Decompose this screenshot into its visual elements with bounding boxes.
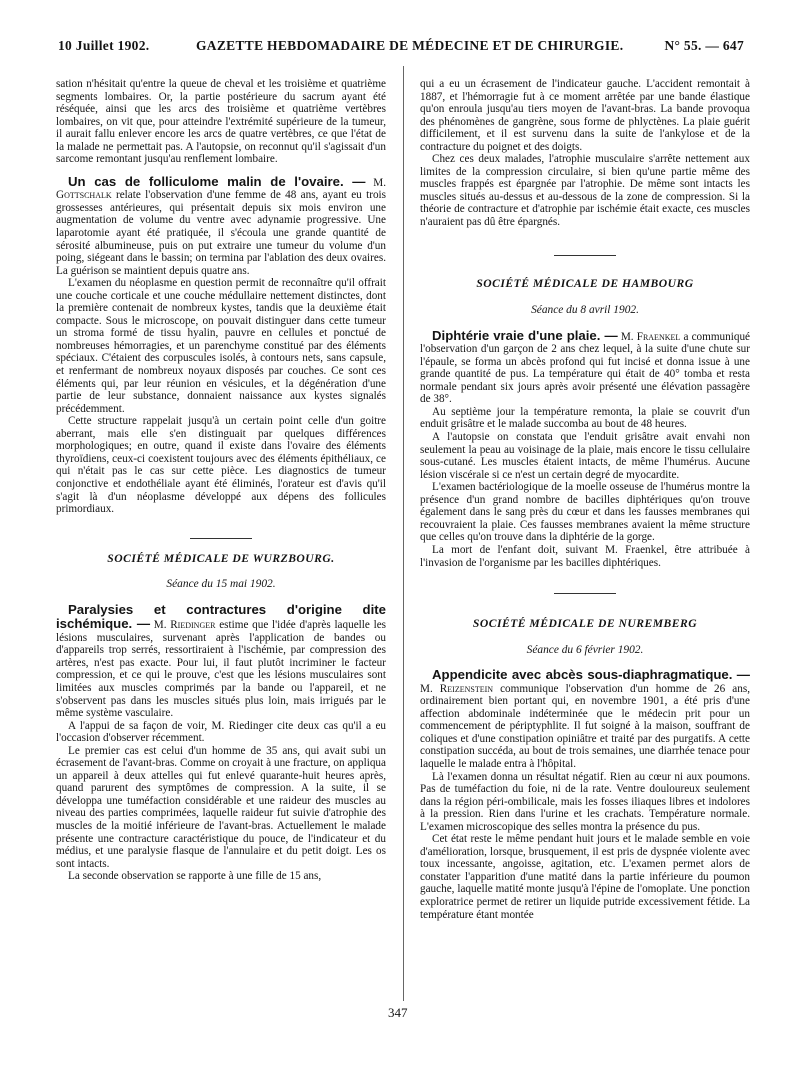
paragraph: Là l'examen donna un résultat négatif. Rien au cœur ni aux poumons. Pas de tuméfaction du foie, ni de la rate. Ventre douloureux seulement dans la région péri-ombilicale, mais les fosses iliaques libres et indolores à la pression. Rien dans l'urine et les crachats. Température normale. L'examen microscopique des selles montra la présence du pus. <box>420 770 750 833</box>
paragraph: L'examen bactériologique de la moelle osseuse de l'humérus montre la présence d'un grand nombre de bacilles diphtériques qu'on trouve également dans le sang près du cœur et dans les fausses membranes qui recouvraient la plaie. Ces fausses membranes avaient la même structure que celles qu'on trouve dans la diphtérie de la gorge. <box>420 481 750 544</box>
paragraph-text: estime que l'idée d'après laquelle les lésions musculaires, survenant après l'application de bandes ou d'appareils trop serrés, ressortiraient à l'ischémie, par compression des artères, n'est pas exacte. Pour lui, il faut plutôt incriminer le facteur compression, et ce qui le prouve, c'est que les lésions musculaires sont limitées aux muscles comprimés par la bande ou l'appareil, et ne s'observent pas dans les muscles situés plus loin, mais irrigués par le même système vasculaire. <box>56 619 386 720</box>
article-folliculome <box>56 175 386 277</box>
paragraph: A l'appui de sa façon de voir, M. Riedinger cite deux cas qu'il a eu l'occasion d'observer récemment. <box>56 719 386 745</box>
paragraph: La mort de l'enfant doit, suivant M. Fraenkel, être attribuée à l'invasion de l'organisme par les bacilles diphtériques. <box>420 543 750 569</box>
left-column <box>56 78 386 996</box>
article-diphterie <box>420 329 750 406</box>
section-separator <box>554 593 616 594</box>
journal-title: GAZETTE HEBDOMADAIRE DE MÉDECINE ET DE CHIRURGIE. <box>196 38 624 53</box>
article-author: M. Reizenstein <box>420 682 494 695</box>
article-paralysies <box>56 603 386 720</box>
right-column <box>420 78 750 1002</box>
paragraph: Le premier cas est celui d'un homme de 35 ans, qui avait subi un écrasement de l'avant-bras. Comme on croyait à une fracture, on appliqua un appareil à deux attelles qui fut enlevé quarante-huit heures après, quand parurent des symptômes de compression. A la suite, il se développa une tuméfaction considérable et une raideur des muscles au niveau des parties comprimées, laquelle raideur fut suivie d'atrophie des muscles de la moitié inférieure de l'avant-bras. Actuellement le malade présente une contracture caractéristique du pouce, de l'indicateur et du médius, et une paralysie flasque de l'annulaire et du petit doigt. Les os sont intacts. <box>56 744 386 870</box>
section-separator <box>190 538 252 539</box>
session-date: Séance du 8 avril 1902. <box>531 304 639 317</box>
paragraph-text: a communiqué l'observation d'un garçon de 2 ans chez lequel, à la suite d'une chute sur l'épaule, se forma un abcès profond qui fut incisé et donna issue à une grande quantité de pus. La température qui était de 40° tomba et resta normale pendant six jours après avoir présenté une élévation passagère de 38°. <box>420 330 750 406</box>
article-author: M. Riedinger <box>153 619 216 632</box>
page-number: 347 <box>388 1005 408 1020</box>
paragraph: qui a eu un écrasement de l'indicateur gauche. L'accident remontait à 1887, et l'hémorragie fut à ce moment arrêtée par une bande élastique qu'on enroula jusqu'au tiers moyen de l'avant-bras. La bande provoqua des phénomènes de gangrène, sous forme de phlyctènes. La plaie guérit difficilement, et il est survenu dans la suite de l'ankylose et de la contracture du poignet et des doigts. <box>420 78 750 153</box>
article-author: M. Gottschalk <box>56 176 386 202</box>
paragraph-text: communique l'observation d'un homme de 26 ans, ordinairement bien portant qui, en novembre 1901, a été pris d'une affection abdominale indéterminée que le médecin prit pour un commencement de périptyphlite. Il fut soigné à la maison, souffrant de coliques et d'une constipation opiniâtre et traité par des purgatifs. A cette constipation succéda, au bout de trois semaines, une diarrhée tenace pour laquelle le malade entra à l'hôpital. <box>420 682 750 770</box>
column-divider <box>403 66 404 1001</box>
article-title: Diphtérie vraie d'une plaie. — <box>432 327 618 343</box>
section-separator <box>554 255 616 256</box>
article-title: Paralysies et contractures d'origine dite ischémique. — <box>56 601 386 632</box>
paragraph-text: relate l'observation d'une femme de 48 ans, ayant eu trois grossesses antérieures, qui présentait depuis six mois environ une augmentation de volume du ventre avec adynamie progressive. Une laparotomie ayant été pratiquée, il s'écoula une grande quantité de sérosité albumineuse, puis on put extraire une tumeur du volume d'un poing, siégeant dans le bassin; on termina par l'ablation des deux ovaires. La guérison se maintient depuis quatre ans. <box>56 189 386 277</box>
issue-number: N° 55. — 647 <box>664 38 744 53</box>
paragraph: Au septième jour la température remonta, la plaie se couvrit d'un enduit grisâtre et le malade succomba au bout de 48 heures. <box>420 405 750 431</box>
paragraph: Cette structure rappelait jusqu'à un certain point celle d'un goitre aberrant, mais elle s'en distinguait par quelques différences morphologiques; en outre, quand il existe dans l'ovaire des éléments thyroïdiens, ceux-ci coexistent toujours avec des éléments épithéliaux, ce qui n'était pas le cas sur cette pièce. Les diagnostics de tumeur conjonctive et endothéliale ayant été éliminés, l'orateur est d'avis qu'il s'agit là d'un néoplasme développé aux dépens des follicules primordiaux. <box>56 415 386 516</box>
issue-date: 10 Juillet 1902. <box>58 38 150 53</box>
society-heading: SOCIÉTÉ MÉDICALE DE NUREMBERG <box>472 617 698 631</box>
session-date: Séance du 15 mai 1902. <box>166 578 276 591</box>
paragraph: sation n'hésitait qu'entre la queue de cheval et les troisième et quatrième segments lombaires. Or, la partie postérieure du sacrum ayant été réséquée, ainsi que les arcs des troisième et quatrième vertèbres lombaires, on vit que, pour atteindre l'extrémité supérieure de la tumeur, il aurait fallu enlever encore les arcs de quatre vertèbres, ce que l'état de la malade ne permettait pas. A l'autopsie, on reconnut qu'il s'agissait d'un sarcome remontant jusqu'au renflement lombaire. <box>56 78 386 166</box>
paragraph: Cet état reste le même pendant huit jours et le malade semble en voie d'amélioration, lorsque, brusquement, il est pris de dyspnée violente avec toux incessante, angoisse, agitation, etc. L'examen permet alors de constater l'apparition d'une matité dans la partie inférieure du poumon gauche, laquelle matité monte jusqu'à l'épine de l'omoplate. Une ponction exploratrice permet de retirer un liquide putride excessivement fétide. La température étant montée <box>420 833 750 921</box>
paragraph: A l'autopsie on constata que l'enduit grisâtre avait envahi non seulement la peau au voisinage de la plaie, mais encore le tissu cellulaire sous-cutané. Les muscles étaient intacts, de même l'humérus. Aucune lésion viscérale si ce n'est un certain degré de myocardite. <box>420 431 750 481</box>
running-header <box>58 38 744 56</box>
article-title: Appendicite avec abcès sous-diaphragmatique. — <box>432 667 750 683</box>
society-heading: SOCIÉTÉ MÉDICALE DE HAMBOURG <box>476 276 694 290</box>
article-author: M. Fraenkel <box>620 330 681 343</box>
article-appendicite <box>420 668 750 770</box>
paragraph: L'examen du néoplasme en question permit de reconnaître qu'il offrait une couche corticale et une couche médullaire nettement distinctes, dont la première contenait de nombreux kystes, tandis que la deuxième était compacte. Sous le microscope, on pouvait distinguer dans cette tumeur un stroma formé de tissu hyalin, pauvre en cellules et ponctué de nombreuses hémorragies, et un parenchyme constitué par des éléments spéciaux. C'étaient des corpuscules isolés, à contours nets, sans capsule, et renfermant de nombreux noyaux disposés par couches. Ce sont ces éléments qui, par leur réunion en vésicules, et la dégénération d'une partie de leur substance, donnaient naissance aux kystes signalés précédemment. <box>56 277 386 415</box>
paragraph: Chez ces deux malades, l'atrophie musculaire s'arrête nettement aux limites de la compression circulaire, si bien qu'une partie même des muscles frappés est épargnée par l'atrophie. De même sont intacts les muscles situés au-dessus et au-dessous de la zone de compression. Si la théorie de contracture et d'atrophie par ischémie était exacte, ces muscles n'auraient pas dû être épargnés. <box>420 153 750 229</box>
article-title: Un cas de folliculome malin de l'ovaire. — <box>68 173 366 189</box>
society-heading: SOCIÉTÉ MÉDICALE DE WURZBOURG. <box>107 551 335 565</box>
paragraph: La seconde observation se rapporte à une fille de 15 ans, <box>68 870 322 883</box>
session-date: Séance du 6 février 1902. <box>526 643 644 656</box>
